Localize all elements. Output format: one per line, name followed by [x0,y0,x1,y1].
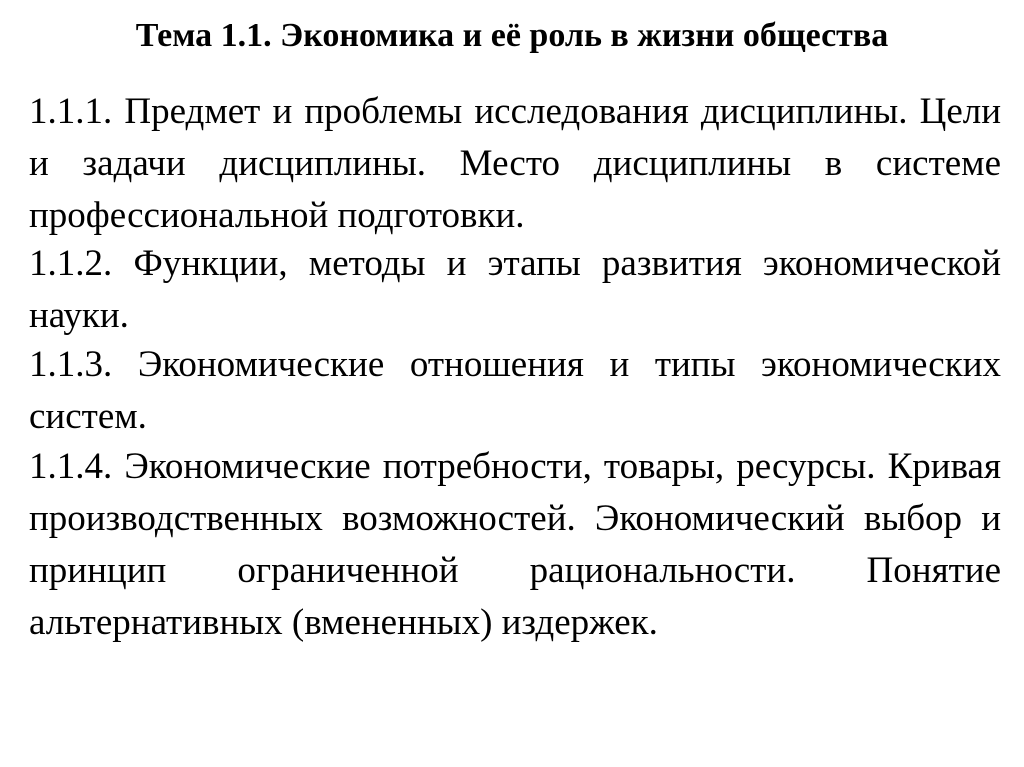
topic-item-1-1-1: 1.1.1. Предмет и проблемы исследования дисциплины. Цели и задачи дисциплины. Место дисциплины в системе профессиональной подготовки. [29,91,1001,236]
topic-item-1-1-4: 1.1.4. Экономические потребности, товары, ресурсы. Кривая производственных возможностей. Экономический выбор и принцип ограниченной рациональности. Понятие альтернативных (вмененных) издержек. [29,446,1001,643]
topic-item-1-1-3: 1.1.3. Экономические отношения и типы экономических систем. [29,344,1001,437]
topic-item-1-1-2: 1.1.2. Функции, методы и этапы развития экономической науки. [29,243,1001,336]
slide-title: Тема 1.1. Экономика и её роль в жизни общества [135,17,889,54]
